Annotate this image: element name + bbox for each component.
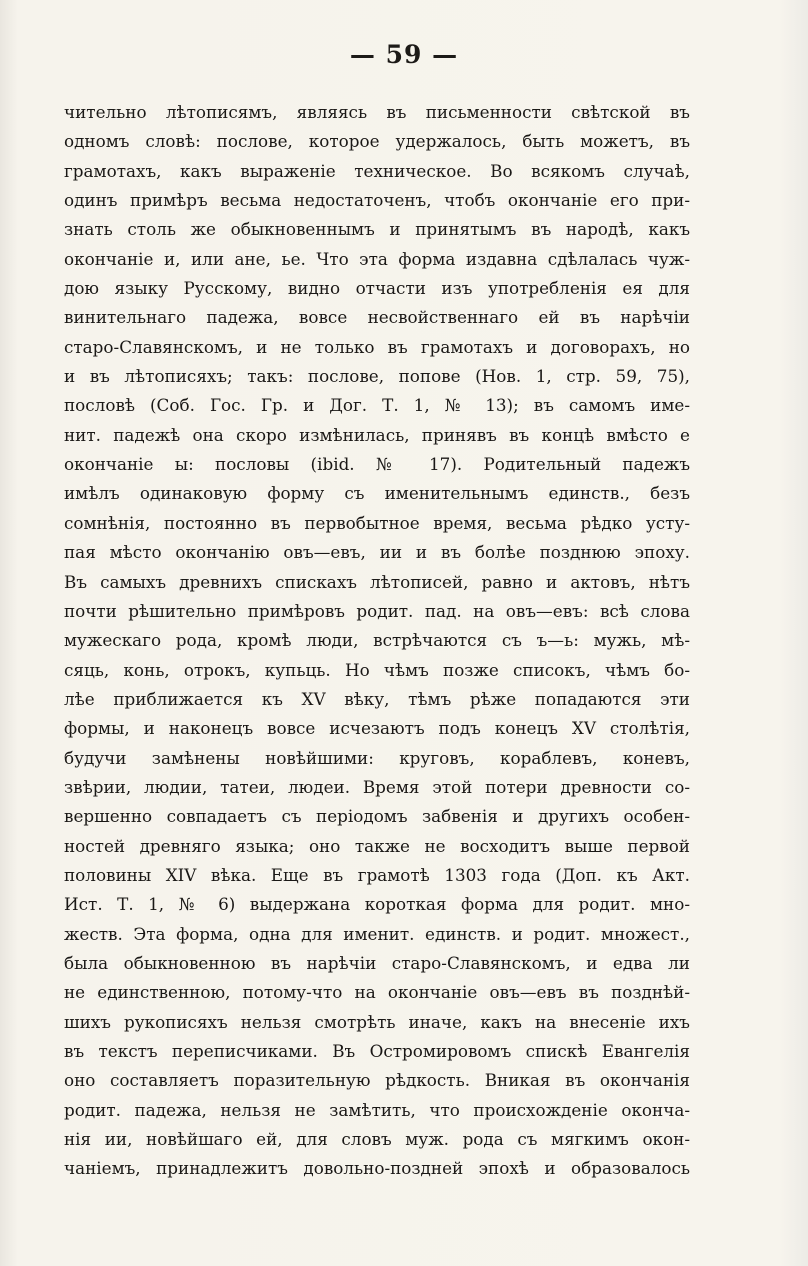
text-line: пословѣ (Соб. Гос. Гр. и Дог. Т. 1, № 13); въ самомъ име-: [64, 395, 690, 416]
text-line: дою языку Русскому, видно отчасти изъ употребленія ея для: [64, 278, 690, 299]
text-line: оно составляетъ поразительную рѣдкость. Вникая въ окончанія: [64, 1070, 690, 1091]
text-line: почти рѣшительно примѣровъ родит. пад. на овъ—евъ: всѣ слова: [64, 600, 690, 621]
text-line: въ текстъ переписчиками. Въ Остромировомъ спискѣ Евангелія: [64, 1041, 690, 1061]
text-line: мужескаго рода, кромѣ люди, встрѣчаются съ ъ—ь: мужь, мѣ-: [64, 630, 690, 651]
text-line: вершенно совпадаетъ съ періодомъ забвенія и другихъ особен-: [64, 806, 690, 827]
text-line: окончаніе и, или ане, ье. Что эта форма издавна сдѣлалась чуж-: [64, 248, 690, 269]
text-line: родит. падежа, нельзя не замѣтить, что происхожденіе оконча-: [64, 1099, 690, 1120]
text-line: была обыкновенною въ нарѣчіи старо-Славянскомъ, и едва ли: [64, 952, 690, 973]
text-line: нія ии, новѣйшаго ей, для словъ муж. рода съ мягкимъ окон-: [64, 1129, 690, 1150]
text-line: нит. падежѣ она скоро измѣнилась, принявъ въ концѣ вмѣсто е: [64, 424, 690, 445]
text-line: лѣе приближается къ XV вѣку, тѣмъ рѣже попадаются эти: [64, 688, 690, 709]
text-line: и въ лѣтописяхъ; такъ: послове, попове (Нов. 1, стр. 59, 75),: [64, 366, 690, 387]
text-line: сяць, конь, отрокъ, купьць. Но чѣмъ позже списокъ, чѣмъ бо-: [64, 659, 690, 680]
text-line: пая мѣсто окончанію овъ—евъ, ии и въ болѣе позднюю эпоху.: [64, 542, 690, 563]
text-line: одинъ примѣръ весьма недостаточенъ, чтобъ окончаніе его при-: [64, 190, 690, 211]
text-line: чительно лѣтописямъ, являясь въ письменности свѣтской въ: [64, 102, 690, 122]
text-line: имѣлъ одинаковую форму съ именительнымъ единств., безъ: [64, 483, 690, 504]
text-line: винительнаго падежа, вовсе несвойственнаго ей въ нарѣчіи: [64, 307, 690, 328]
text-line: ностей древняго языка; оно также не восходитъ выше первой: [64, 835, 690, 856]
text-line: Ист. Т. 1, № 6) выдержана короткая форма для родит. мно-: [64, 894, 690, 915]
text-line: одномъ словѣ: послове, которое удержалось, быть можетъ, въ: [64, 131, 690, 152]
text-line: будучи замѣнены новѣйшими: круговъ, кораблевъ, коневъ,: [64, 747, 690, 768]
text-line: не единственною, потому-что на окончаніе овъ—евъ въ позднѣй-: [64, 982, 690, 1003]
text-line: жеств. Эта форма, одна для именит. единств. и родит. множест.,: [64, 923, 690, 944]
text-line: знать столь же обыкновеннымъ и принятымъ въ народѣ, какъ: [64, 219, 690, 240]
page-number: — 59 —: [349, 40, 459, 69]
text-line: формы, и наконецъ вовсе исчезаютъ подъ конецъ XV столѣтія,: [64, 718, 690, 739]
text-line: сомнѣнія, постоянно въ первобытное время, весьма рѣдко усту-: [64, 512, 690, 533]
text-line: Въ самыхъ древнихъ спискахъ лѣтописей, равно и актовъ, нѣтъ: [64, 571, 690, 592]
text-line: окончаніе ы: пословы (ibid. № 17). Родительный падежъ: [64, 454, 690, 475]
text-line: старо-Славянскомъ, и не только въ грамотахъ и договорахъ, но: [64, 336, 690, 357]
text-line: половины XIV вѣка. Еще въ грамотѣ 1303 года (Доп. къ Акт.: [64, 864, 690, 885]
text-line: чаніемъ, принадлежитъ довольно-поздней эпохѣ и образовалось: [64, 1158, 690, 1179]
body-text: [64, 98, 690, 1184]
text-line: грамотахъ, какъ выраженіе техническое. Во всякомъ случаѣ,: [64, 160, 690, 181]
text-line: шихъ рукописяхъ нельзя смотрѣть иначе, какъ на внесеніе ихъ: [64, 1011, 690, 1032]
text-line: звѣрии, людии, татеи, людеи. Время этой потери древности со-: [64, 776, 690, 797]
